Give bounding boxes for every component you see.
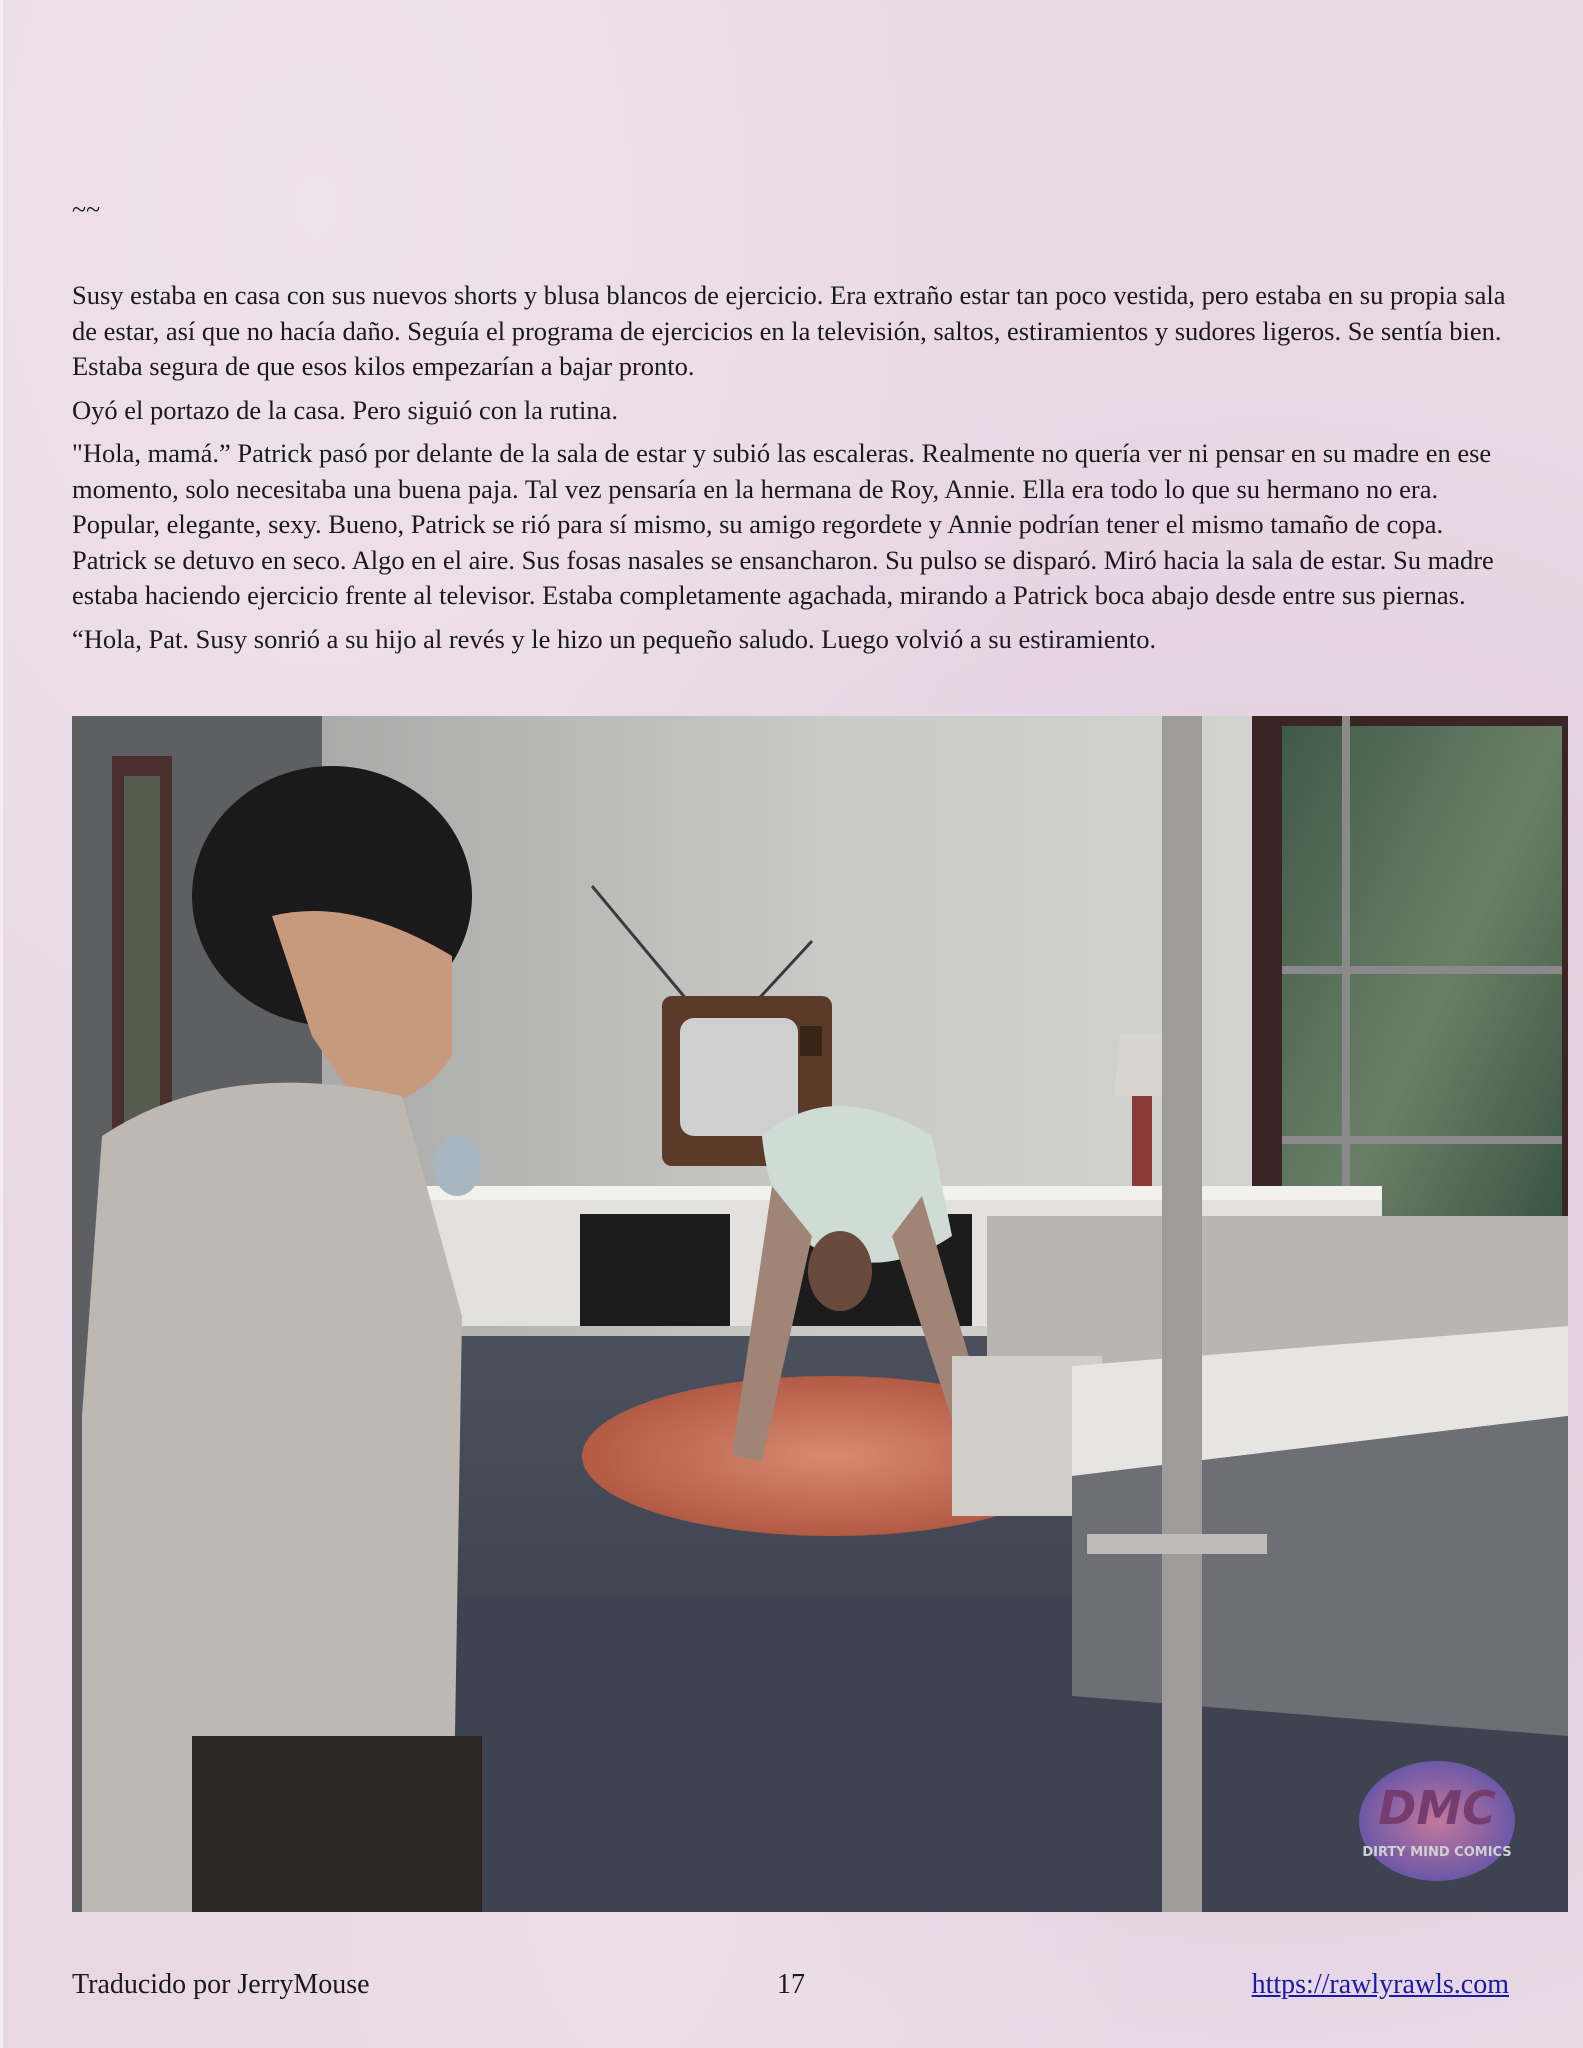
section-separator: ~~ [72, 195, 101, 224]
watermark-sub: DIRTY MIND COMICS [1362, 1845, 1512, 1860]
pole-bracket [1087, 1534, 1267, 1554]
lamp-shade [1114, 1034, 1170, 1096]
lamp-base [1132, 1096, 1152, 1186]
paragraph: Oyó el portazo de la casa. Pero siguió con la rutina. [72, 394, 619, 425]
tv-knobs [800, 1026, 822, 1056]
website-link[interactable]: https://rawlyrawls.com [1251, 1969, 1509, 2000]
story-text [72, 278, 1522, 665]
illustration-scene [72, 716, 1568, 1912]
watermark-main: DMC [1378, 1781, 1496, 1835]
tv-screen [680, 1018, 798, 1136]
cabinet-opening [580, 1214, 730, 1326]
boy-pants [192, 1736, 482, 1912]
comic-illustration [72, 716, 1568, 1912]
dmc-watermark [1359, 1761, 1515, 1881]
translator-credit: Traducido por JerryMouse [72, 1969, 370, 2000]
support-pole [1162, 716, 1202, 1912]
figure-head [808, 1231, 872, 1311]
page-edge [0, 0, 3, 2048]
paragraph: Susy estaba en casa con sus nuevos shorts y blusa blancos de ejercicio. Era extraño estar tan poco vestida, pero estaba en su propia sala de estar, así que no hacía daño. Seguía el programa de ejercicios en la televisión, saltos, estiramientos y sudores ligeros. Se sentía bien. Estaba segura de que esos kilos empezarían a bajar pronto. [72, 280, 1506, 381]
paragraph: “Hola, Pat. Susy sonrió a su hijo al revés y le hizo un pequeño saludo. Luego volvió a su estiramiento. [72, 623, 1157, 654]
paragraph: "Hola, mamá.” Patrick pasó por delante de la sala de estar y subió las escaleras. Realmente no quería ver ni pensar en su madre en ese momento, solo necesitaba una buena paja. Tal vez pensaría en la hermana de Roy, Annie. Ella era todo lo que su hermano no era. Popular, elegante, sexy. Bueno, Patrick se rió para sí mismo, su amigo regordete y Annie podrían tener el mismo tamaño de copa. Patrick se detuvo en seco. Algo en el aire. Sus fosas nasales se ensancharon. Su pulso se disparó. Miró hacia la sala de estar. Su madre estaba haciendo ejercicio frente al televisor. Estaba completamente agachada, mirando a Patrick boca abajo desde entre sus piernas. [72, 438, 1494, 610]
vase [433, 1136, 481, 1196]
window-mullion [1282, 1136, 1562, 1144]
page-number: 17 [777, 1969, 805, 2000]
window-mullion [1282, 966, 1562, 974]
